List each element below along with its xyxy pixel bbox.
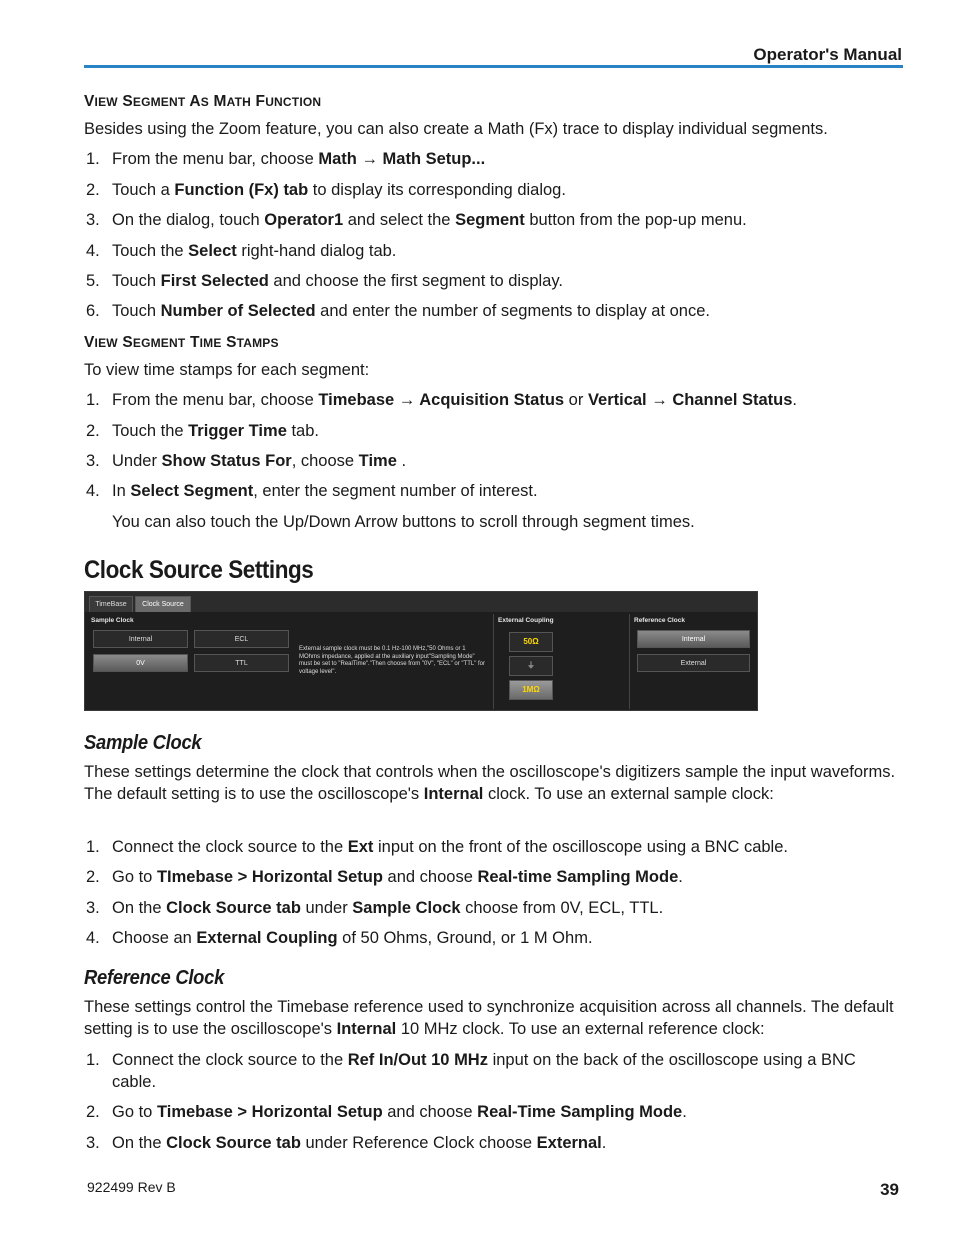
- bold-text: Real-Time Sampling Mode: [477, 1103, 683, 1121]
- list-number: 2.: [86, 868, 100, 886]
- heading-rest: IEW: [94, 95, 118, 109]
- text-run: Connect the clock source to the: [112, 838, 348, 856]
- heading-rest: IEW: [94, 336, 118, 350]
- list-item-text: [112, 866, 683, 888]
- coupling-ground-button[interactable]: ⏚: [509, 656, 553, 676]
- text-run: .: [601, 1134, 607, 1152]
- intro-text: [84, 996, 904, 1040]
- list-item: [84, 480, 538, 502]
- bold-text: Internal: [336, 1020, 397, 1038]
- list-number: 1.: [86, 1051, 100, 1069]
- text-run: Go to: [112, 1103, 157, 1121]
- heading-initial: A: [189, 93, 201, 110]
- text-run: These settings control the Timebase reference used to synchronize acquisition across all channels. The default setting is to use the oscilloscope's: [84, 998, 894, 1038]
- bold-text: Select: [188, 242, 237, 260]
- list-item-text: [112, 1101, 687, 1123]
- text-run: .: [678, 868, 683, 886]
- bold-text: External: [536, 1134, 602, 1152]
- text-run: .: [396, 452, 407, 470]
- text-run: Touch: [112, 302, 161, 320]
- heading-initial: S: [122, 334, 133, 351]
- text-run: Go to: [112, 868, 157, 886]
- reference-clock-label: Reference Clock: [634, 617, 685, 624]
- text-run: of 50 Ohms, Ground, or 1 M Ohm.: [337, 929, 593, 947]
- list-number: 1.: [86, 391, 100, 409]
- intro-text: To view time stamps for each segment:: [84, 361, 370, 379]
- bold-text: Select Segment: [130, 482, 254, 500]
- heading-initial: V: [84, 93, 95, 110]
- list-item-text: [112, 420, 319, 442]
- bold-text: Number of Selected: [160, 302, 316, 320]
- sample-clock-label: Sample Clock: [91, 617, 134, 624]
- list-item-text: [112, 270, 563, 292]
- help-text: External sample clock must be 0.1 Hz-100 MHz,"50 Ohms or 1 MOhms impedance, applied at the auxiliary input"Sampling Mode" must be set to "RealTime"."Then choose from "0V", "ECL" or "TTL" for voltage level".: [299, 646, 486, 675]
- text-run: .: [682, 1103, 687, 1121]
- text-run: From the menu bar, choose: [112, 150, 319, 168]
- bold-text: External Coupling: [196, 929, 338, 947]
- list-item-text: [112, 450, 406, 472]
- clock-source-dialog: [84, 591, 758, 711]
- text-run: On the: [112, 899, 167, 917]
- list-number: 3.: [86, 452, 100, 470]
- heading-initial: T: [189, 334, 200, 351]
- heading-rest: EGMENT: [132, 336, 186, 350]
- header-title: Operator's Manual: [753, 45, 902, 64]
- bold-text: Segment: [455, 211, 525, 229]
- header-rule: [84, 65, 903, 68]
- text-run: , choose: [291, 452, 359, 470]
- list-item: [84, 420, 319, 442]
- subsection-title-reference-clock: Reference Clock: [84, 967, 225, 989]
- intro-text: [84, 761, 904, 805]
- list-number: 2.: [86, 422, 100, 440]
- ref-internal-button[interactable]: Internal: [637, 630, 750, 648]
- text-run: and choose: [382, 868, 478, 886]
- bold-text: Time: [358, 452, 397, 470]
- list-number: 3.: [86, 211, 100, 229]
- text-run: button from the pop-up menu.: [524, 211, 747, 229]
- list-number: 6.: [86, 302, 100, 320]
- list-item-text: [112, 179, 566, 201]
- list-item-text: [112, 148, 485, 170]
- list-item: [84, 389, 798, 411]
- bold-text: Vertical → Channel Status: [587, 391, 793, 409]
- heading-rest: EGMENT: [132, 95, 186, 109]
- footer-doc-number: 922499 Rev B: [87, 1179, 176, 1195]
- bold-text: Internal: [423, 785, 484, 803]
- heading-initial: V: [84, 334, 95, 351]
- heading-rest: S: [200, 95, 209, 109]
- heading-rest: TAMPS: [236, 336, 279, 350]
- note-text: You can also touch the Up/Down Arrow buttons to scroll through segment times.: [112, 513, 695, 531]
- ref-external-button[interactable]: External: [637, 654, 750, 672]
- page-title: Clock Source Settings: [84, 556, 314, 584]
- list-item: [84, 897, 664, 919]
- section-heading-view-segment-time: [84, 334, 279, 352]
- list-item: [84, 1101, 687, 1123]
- text-run: On the dialog, touch: [112, 211, 265, 229]
- text-run: and choose: [382, 1103, 478, 1121]
- external-coupling-label: External Coupling: [498, 617, 554, 624]
- text-run: On the: [112, 1134, 167, 1152]
- text-run: These settings determine the clock that controls when the oscilloscope's digitizers sample the input waveforms. The default setting is to use the oscilloscope's: [84, 763, 896, 803]
- bold-text: Operator1: [264, 211, 344, 229]
- internal-button[interactable]: Internal: [93, 630, 188, 648]
- footer-page-number: 39: [880, 1180, 899, 1199]
- list-item-text: [112, 927, 593, 949]
- bold-text: Timebase → Acquisition Status: [318, 391, 565, 409]
- list-item: [84, 927, 593, 949]
- tab-timebase[interactable]: TimeBase: [89, 596, 133, 612]
- list-number: 4.: [86, 929, 100, 947]
- bold-text: First Selected: [160, 272, 269, 290]
- text-run: In: [112, 482, 131, 500]
- list-number: 5.: [86, 272, 100, 290]
- text-run: choose from 0V, ECL, TTL.: [460, 899, 664, 917]
- text-run: input on the back of the oscilloscope using a BNC cable.: [112, 1051, 856, 1091]
- list-item: [84, 1049, 856, 1091]
- divider: [493, 614, 494, 709]
- heading-rest: IME: [199, 336, 222, 350]
- text-run: right-hand dialog tab.: [236, 242, 397, 260]
- text-run: Touch a: [112, 181, 175, 199]
- bold-text: Clock Source tab: [166, 1134, 301, 1152]
- bold-text: Timebase > Horizontal Setup: [156, 1103, 383, 1121]
- text-run: From the menu bar, choose: [112, 391, 319, 409]
- bold-text: Real-time Sampling Mode: [477, 868, 679, 886]
- bold-text: Math → Math Setup...: [318, 150, 486, 168]
- bold-text: Ext: [347, 838, 374, 856]
- heading-rest: ATH: [226, 95, 251, 109]
- text-run: Touch the: [112, 242, 189, 260]
- bold-text: Ref In/Out 10 MHz: [347, 1051, 488, 1069]
- list-number: 2.: [86, 1103, 100, 1121]
- bold-text: Trigger Time: [188, 422, 287, 440]
- list-number: 4.: [86, 482, 100, 500]
- list-item-text: [112, 1049, 902, 1093]
- list-item-text: [112, 1132, 606, 1154]
- ecl-button[interactable]: ECL: [194, 630, 289, 648]
- text-run: to display its corresponding dialog.: [308, 181, 566, 199]
- list-item: [84, 300, 710, 322]
- list-number: 4.: [86, 242, 100, 260]
- text-run: Choose an: [112, 929, 197, 947]
- tab-bar: [85, 592, 757, 612]
- section-heading-view-segment-math: [84, 93, 321, 111]
- text-run: , enter the segment number of interest.: [253, 482, 538, 500]
- bold-text: Clock Source tab: [166, 899, 301, 917]
- text-run: or: [564, 391, 588, 409]
- list-item-text: [112, 300, 710, 322]
- text-run: and enter the number of segments to display at once.: [315, 302, 710, 320]
- list-item-text: [112, 209, 747, 231]
- list-item-text: [112, 389, 797, 411]
- list-number: 1.: [86, 150, 100, 168]
- list-item-text: [112, 240, 396, 262]
- list-item: [84, 240, 397, 262]
- tab-clock-source[interactable]: Clock Source: [135, 596, 191, 612]
- intro-text: Besides using the Zoom feature, you can also create a Math (Fx) trace to display individual segments.: [84, 120, 828, 138]
- list-number: 3.: [86, 899, 100, 917]
- heading-rest: UNCTION: [265, 95, 322, 109]
- list-item-text: [112, 836, 788, 858]
- text-run: and select the: [343, 211, 456, 229]
- text-run: .: [792, 391, 798, 409]
- heading-initial: S: [122, 93, 133, 110]
- subsection-title-sample-clock: Sample Clock: [84, 732, 202, 754]
- list-item: [84, 836, 788, 858]
- text-run: Touch: [112, 272, 161, 290]
- list-item: [84, 866, 683, 888]
- text-run: clock. To use an external sample clock:: [483, 785, 774, 803]
- list-item-text: [112, 480, 538, 502]
- bold-text: Function (Fx) tab: [174, 181, 309, 199]
- text-run: tab.: [286, 422, 319, 440]
- list-item: [84, 1132, 607, 1154]
- ttl-button[interactable]: TTL: [194, 654, 289, 672]
- text-run: Under: [112, 452, 162, 470]
- text-run: Touch the: [112, 422, 189, 440]
- bold-text: TImebase > Horizontal Setup: [156, 868, 383, 886]
- list-number: 2.: [86, 181, 100, 199]
- bold-text: Show Status For: [161, 452, 292, 470]
- text-run: 10 MHz clock. To use an external reference clock:: [396, 1020, 765, 1038]
- list-number: 1.: [86, 838, 100, 856]
- text-run: under Reference Clock choose: [300, 1134, 537, 1152]
- list-item: [84, 209, 747, 231]
- text-run: input on the front of the oscilloscope using a BNC cable.: [373, 838, 788, 856]
- list-item-text: [112, 897, 663, 919]
- 0v-button[interactable]: 0V: [93, 654, 188, 672]
- list-number: 3.: [86, 1134, 100, 1152]
- coupling-50-ohm-button[interactable]: 50Ω: [509, 632, 553, 652]
- coupling-1m-ohm-button[interactable]: 1MΩ: [509, 680, 553, 700]
- heading-initial: M: [213, 93, 227, 110]
- list-item: [84, 270, 563, 292]
- list-item: [84, 450, 407, 472]
- list-item: [84, 179, 566, 201]
- text-run: Connect the clock source to the: [112, 1051, 348, 1069]
- list-item: [84, 148, 486, 170]
- bold-text: Sample Clock: [352, 899, 461, 917]
- heading-initial: S: [226, 334, 237, 351]
- text-run: and choose the first segment to display.: [268, 272, 563, 290]
- text-run: under: [300, 899, 353, 917]
- heading-initial: F: [255, 93, 266, 110]
- divider: [629, 614, 630, 709]
